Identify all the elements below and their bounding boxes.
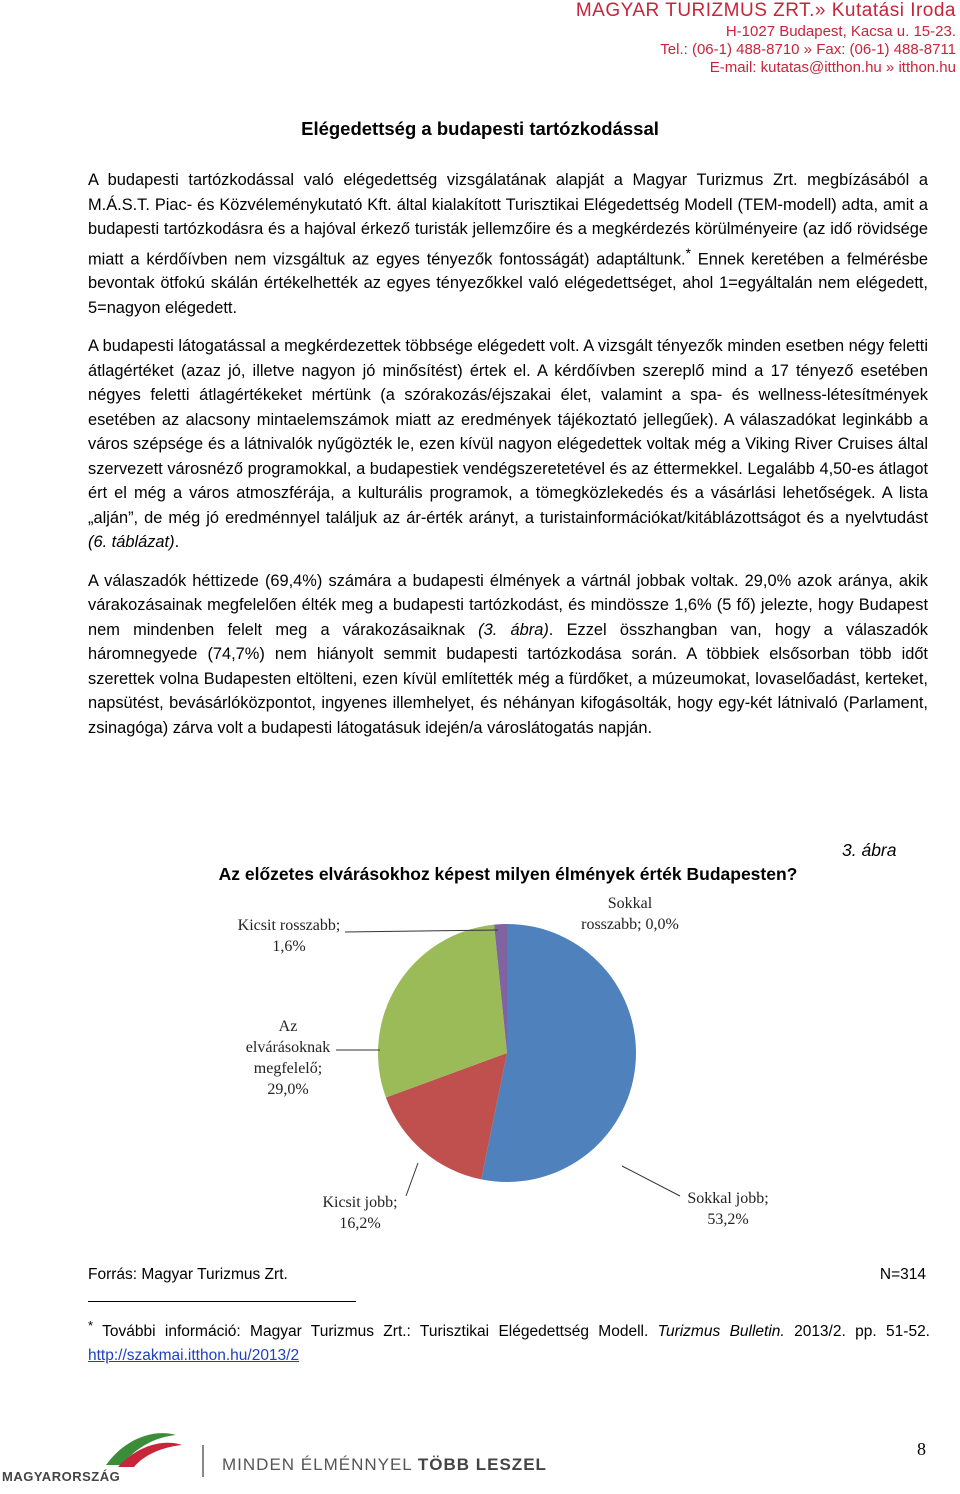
section-title: Elégedettség a budapesti tartózkodással <box>301 118 659 139</box>
pie-label-line: Sokkal jobb; <box>687 1190 769 1207</box>
pie-label-line: Kicsit jobb; <box>322 1194 398 1211</box>
pie-label-line: Kicsit rosszabb; <box>237 917 341 934</box>
paragraph-2-text: A budapesti látogatással a megkérdezettek többsége elégedett volt. A vizsgált tényezők minden esetben négy feletti átlagértéket (azaz jó, illetve nagyon jó minősítést) értek el. A kérdőívben szereplő mind a 17 tényező esetében négyes feletti átlagértékeket mértünk (a szórakozás/éjszakai élet, valamint a spa- és wellness-létesítmények esetében az alacsony mintaelemszámok miatt az eredmények tájékoztató jellegűek). A válaszadókat leginkább a város szépsége és a látnivalók nyűgözték le, ezen kívül nagyon elégedettek voltak még a Viking River Cruises által szervezett városnéző programokkal, a budapestiek vendégszeretetével és az éttermekkel. Legalább 4,50-es átlagot ért el még a város atmoszférája, a kulturális programok, a tömegközlekedés és a vásárlási lehetőségek. A lista „alján”, de még jó eredménnyel találjuk az ár-érték arányt, a turistainformációkat/kitáblázottságot és a nyelvtudást <box>88 337 928 527</box>
paragraph-3-text-b: . Ezzel összhangban van, hogy a válaszadók háromnegyede (74,7%) nem hiányolt semmit budapesti tartózkodása során. A többiek elsősorban több időt szerettek volna Budapesten eltölteni, ezen kívül említették még a fürdőket, a múzeumokat, lovaselőadást, kerteket, napsütést, bevásárlóközpontot, ingyenes illemhelyet, és néhányan kifogásolták, hogy egy-két látnivaló (Parlament, zsinagóga) zárva volt a budapesti látogatásuk idején/a városlátogatás napján. <box>88 620 929 737</box>
pie-label-line: 1,6% <box>272 938 306 955</box>
footer-divider <box>202 1445 204 1477</box>
brand-wordmark: MAGYARORSZÁG <box>2 1469 121 1484</box>
pie-label-3 <box>238 917 341 955</box>
figure-label: 3. ábra <box>842 840 897 860</box>
footer-slogan <box>222 1455 547 1475</box>
pie-leader-line-1 <box>406 1163 418 1196</box>
footnote-mark: * <box>88 1318 94 1333</box>
letterhead-email: E-mail: kutatas@itthon.hu » itthon.hu <box>709 58 956 76</box>
pie-label-line: Az <box>278 1018 298 1035</box>
chart-title: Az előzetes elvárásokhoz képest milyen élmények érték Budapesten? <box>218 864 798 884</box>
footnote-text: További információ: Magyar Turizmus Zrt.: Turisztikai Elégedettség Modell. <box>93 1323 658 1341</box>
page-number: 8 <box>917 1439 926 1459</box>
pie-label-0 <box>687 1190 768 1228</box>
paragraph-2-end: . <box>174 533 180 552</box>
page-footer <box>0 1425 960 1494</box>
pie-label-4 <box>581 895 679 933</box>
paragraph-1-text-a: A budapesti tartózkodással való elégedettség vizsgálatának alapját a Magyar Turizmus Zrt. megbízásából a M.Á.S.T. Piac- és Közvéleménykutató Kft. által kialakított Turisztikai Elégedettség Modell (TEM-modell) adta, amit a budapesti tartózkodásra és a hajóval érkező turisták jellemzőire és a megkérdezés körülményeire (az idő rövidsége miatt a kérdőívben nem vizsgáltuk az egyes tényezők fontosságát) adaptáltunk. <box>88 171 928 268</box>
pie-label-line: 29,0% <box>267 1081 309 1098</box>
pie-label-2 <box>246 1018 330 1098</box>
footnote <box>88 1314 930 1368</box>
pie-label-line: 53,2% <box>707 1211 749 1228</box>
sample-size: N=314 <box>879 1266 926 1283</box>
letterhead-org: MAGYAR TURIZMUS ZRT.» Kutatási Iroda <box>575 0 956 21</box>
letterhead-phone: Tel.: (06-1) 488-8710 » Fax: (06-1) 488-8711 <box>660 40 956 58</box>
pie-label-1 <box>322 1194 397 1232</box>
table-reference: (6. táblázat) <box>88 533 175 552</box>
pie-label-line: 16,2% <box>339 1215 381 1232</box>
letterhead-address: H-1027 Budapest, Kacsa u. 15-23. <box>725 22 956 40</box>
footnote-divider <box>88 1301 356 1302</box>
pie-label-line: elvárásoknak <box>245 1039 331 1056</box>
slogan-part-2: TÖBB LESZEL <box>417 1455 547 1474</box>
pie-label-line: rosszabb; 0,0% <box>581 916 679 933</box>
footnote-ref: * <box>685 245 691 261</box>
paragraph-1-text-b: Ennek keretében a felmérésbe bevontak ötfokú skálán értékelhették az egyes tényezőkkel való elégedettséget, ahol 1=egyáltalán nem elégedett, 5=nagyon elégedett. <box>88 249 928 317</box>
chart-source: Forrás: Magyar Turizmus Zrt. <box>88 1266 288 1283</box>
footnote-link[interactable]: http://szakmai.itthon.hu/2013/2 <box>88 1347 300 1365</box>
pie-label-line: Sokkal <box>607 895 653 912</box>
slogan-part-1: MINDEN ÉLMÉNNYEL <box>222 1455 418 1474</box>
footnote-pages: 2013/2. pp. 51-52. <box>784 1323 930 1341</box>
footnote-journal: Turizmus Bulletin. <box>657 1323 785 1341</box>
pie-label-line: megfelelő; <box>253 1060 323 1077</box>
paragraph-3-text-a: A válaszadók héttizede (69,4%) számára a budapesti élmények a vártnál jobbak voltak. 29,0% azok aránya, akik várakozásainak megfelelően élték meg a budapesti tartózkodást, és mindössze 1,6% (5 fő) jelezte, hogy Budapest nem mindenben felelt meg a várakozásaiknak <box>88 571 928 639</box>
pie-leader-line-0 <box>622 1166 680 1196</box>
figure-reference: (3. ábra) <box>478 620 549 639</box>
